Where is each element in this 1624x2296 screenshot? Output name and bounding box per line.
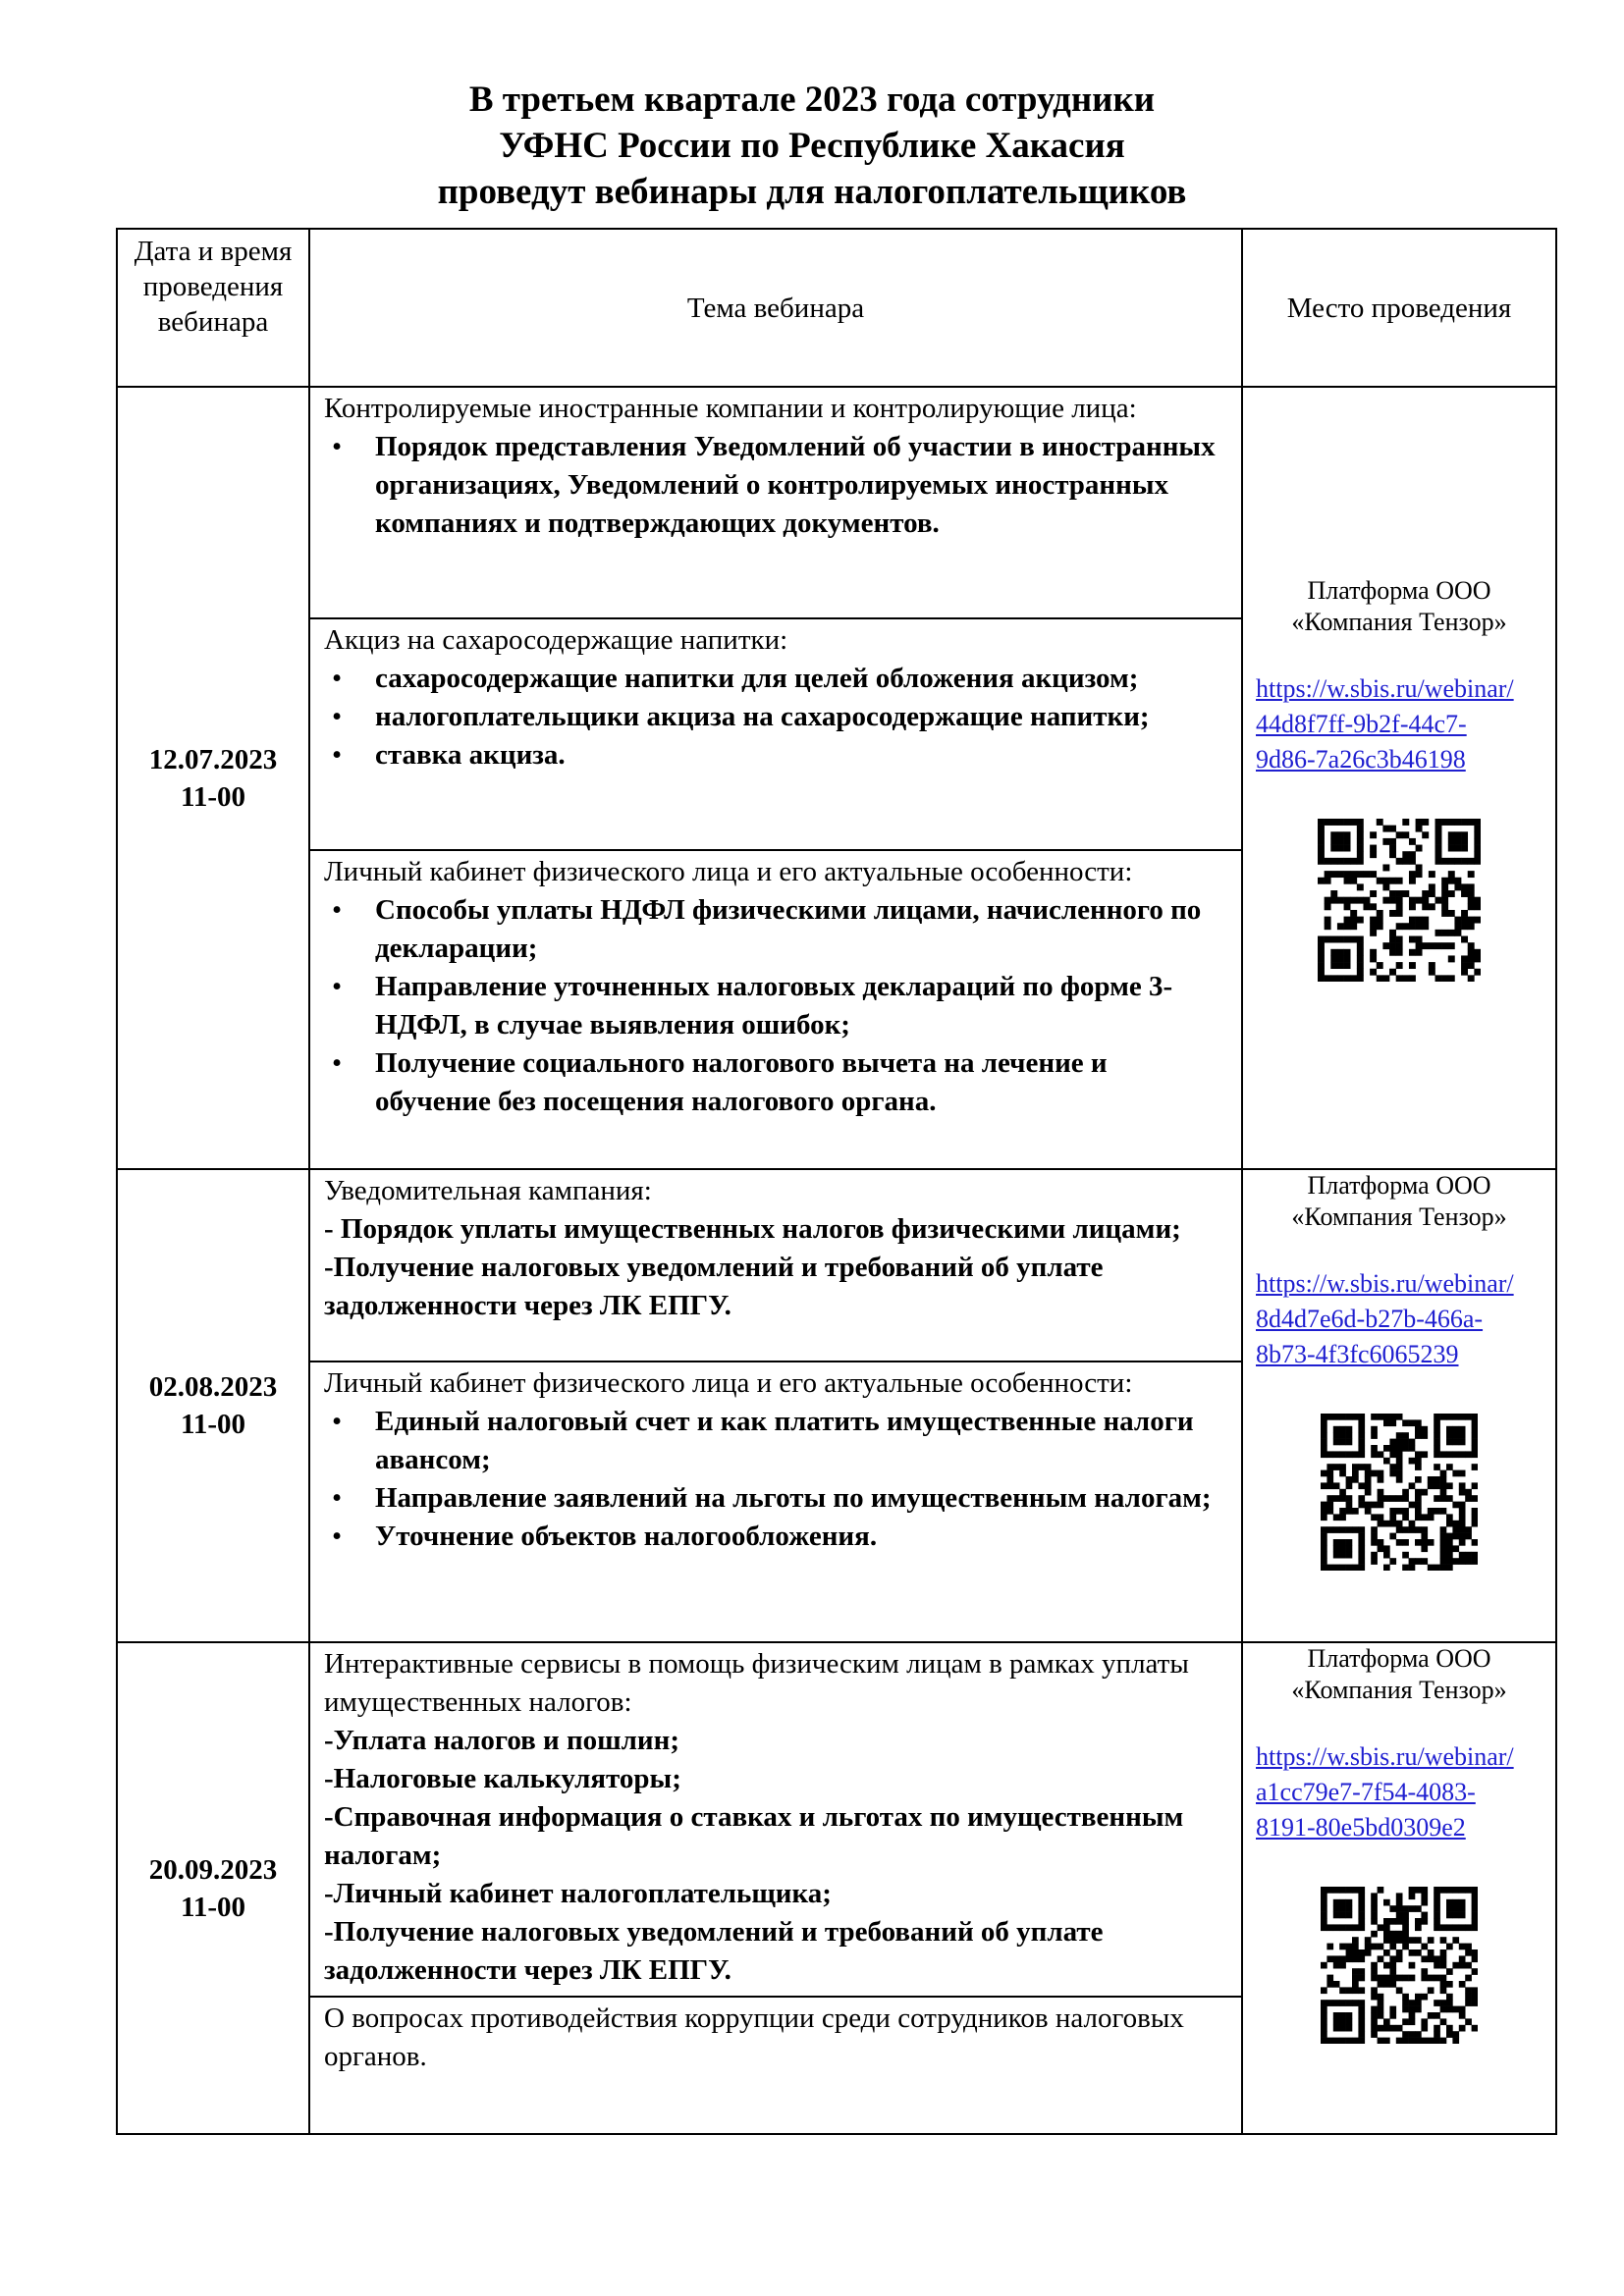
list-item: • Уточнение объектов налогообложения.: [324, 1518, 1227, 1556]
qr-code: [1318, 819, 1481, 982]
webinar-date: 12.07.2023: [148, 743, 278, 775]
webinar-time: 11-00: [180, 1891, 246, 1923]
table-row: [117, 1642, 1556, 1997]
topic-dash-item: -Справочная информация о ставках и льготах по имущественным налогам;: [324, 1801, 1184, 1871]
topic-block: [309, 1997, 1242, 2134]
topic-dash-item: - Порядок уплаты имущественных налогов физическими лицами;: [324, 1213, 1181, 1245]
webinar-link-line-1: https://w.sbis.ru/webinar/: [1256, 1742, 1514, 1771]
webinar-link-line-3: 8191-80e5bd0309e2: [1256, 1813, 1466, 1842]
topic-block: [309, 1642, 1242, 1997]
platform-name: Платформа ООО «Компания Тензор»: [1291, 1171, 1507, 1231]
topic-dash-item: -Получение налоговых уведомлений и требований об уплате задолженности через ЛК ЕПГУ.: [324, 1252, 1104, 1321]
row-date-cell: [117, 387, 309, 1169]
topic-heading: Личный кабинет физического лица и его актуальные особенности:: [324, 856, 1133, 887]
topic-dash-item: -Налоговые калькуляторы;: [324, 1763, 681, 1794]
qr-code: [1321, 1414, 1478, 1571]
topic-bullet-list: [324, 428, 1227, 543]
topic-heading: Уведомительная кампания:: [324, 1175, 652, 1206]
webinar-schedule-table: [116, 228, 1557, 2135]
topic-block: [309, 1362, 1242, 1642]
list-item: • ставка акциза.: [324, 736, 1227, 774]
title-line-1: В третьем квартале 2023 года сотрудники: [468, 80, 1156, 120]
list-item: • Получение социального налогового вычета на лечение и обучение без посещения налогового органа.: [324, 1044, 1227, 1121]
webinar-date: 02.08.2023: [148, 1371, 278, 1403]
list-item: • налогоплательщики акциза на сахаросодержащие напитки;: [324, 698, 1227, 736]
topic-bullet-list: [324, 660, 1227, 774]
webinar-link-line-1: https://w.sbis.ru/webinar/: [1256, 1269, 1514, 1298]
platform-name: Платформа ООО «Компания Тензор»: [1291, 575, 1507, 636]
header-topic: Тема вебинара: [309, 229, 1242, 387]
table-row: [117, 387, 1556, 618]
topic-block: [309, 850, 1242, 1169]
row-place-cell: [1242, 387, 1556, 1169]
topic-bullet-list: [324, 891, 1227, 1121]
webinar-link[interactable]: [1251, 671, 1547, 777]
topic-dash-item: -Уплата налогов и пошлин;: [324, 1725, 680, 1756]
list-item: • Направление заявлений на льготы по имущественным налогам;: [324, 1479, 1227, 1518]
row-date-cell: [117, 1169, 309, 1642]
webinar-date: 20.09.2023: [148, 1853, 278, 1886]
title-line-2: УФНС России по Республике Хакасия: [499, 126, 1125, 166]
header-date: Дата и время проведения вебинара: [117, 229, 309, 387]
webinar-link-line-2: 8d4d7e6d-b27b-466a-: [1256, 1305, 1484, 1333]
topic-block: [309, 1169, 1242, 1362]
topic-block: [309, 618, 1242, 850]
webinar-link[interactable]: [1251, 1739, 1547, 1845]
list-item: • Направление уточненных налоговых деклараций по форме 3-НДФЛ, в случае выявления ошибок;: [324, 968, 1227, 1044]
platform-name: Платформа ООО «Компания Тензор»: [1291, 1644, 1507, 1704]
topic-heading: Контролируемые иностранные компании и контролирующие лица:: [324, 393, 1137, 424]
topic-dash-item: -Личный кабинет налогоплательщика;: [324, 1878, 832, 1909]
list-item: • сахаросодержащие напитки для целей обложения акцизом;: [324, 660, 1227, 698]
topic-heading: Акциз на сахаросодержащие напитки:: [324, 624, 788, 656]
row-place-cell: [1242, 1642, 1556, 2134]
title-line-3: проведут вебинары для налогоплательщиков: [437, 172, 1187, 212]
webinar-time: 11-00: [180, 780, 246, 813]
webinar-link-line-2: 44d8f7ff-9b2f-44c7-: [1256, 709, 1467, 738]
webinar-time: 11-00: [180, 1409, 246, 1440]
topic-heading: О вопросах противодействия коррупции среди сотрудников налоговых органов.: [324, 2002, 1184, 2072]
table-header-row: [117, 229, 1556, 387]
table-row: [117, 1169, 1556, 1362]
topic-heading: Личный кабинет физического лица и его актуальные особенности:: [324, 1367, 1133, 1399]
webinar-link-line-2: a1cc79e7-7f54-4083-: [1256, 1778, 1476, 1806]
qr-code: [1321, 1887, 1478, 2044]
page-title: [0, 77, 1624, 215]
list-item: • Способы уплаты НДФЛ физическими лицами, начисленного по декларации;: [324, 891, 1227, 968]
list-item: • Единый налоговый счет и как платить имущественные налоги авансом;: [324, 1403, 1227, 1479]
webinar-link-line-1: https://w.sbis.ru/webinar/: [1256, 673, 1514, 703]
list-item: • Порядок представления Уведомлений об участии в иностранных организациях, Уведомлений о контролируемых иностранных компаниях и подтверждающих документов.: [324, 428, 1227, 543]
webinar-link-line-3: 9d86-7a26c3b46198: [1256, 744, 1466, 774]
header-place: Место проведения: [1242, 229, 1556, 387]
row-date-cell: [117, 1642, 309, 2134]
topic-bullet-list: [324, 1403, 1227, 1556]
topic-block: [309, 387, 1242, 618]
row-place-cell: [1242, 1169, 1556, 1642]
topic-heading: Интерактивные сервисы в помощь физическим лицам в рамках уплаты имущественных налогов:: [324, 1648, 1189, 1718]
webinar-link-line-3: 8b73-4f3fc6065239: [1256, 1340, 1459, 1368]
webinar-link[interactable]: [1251, 1266, 1547, 1372]
topic-dash-item: -Получение налоговых уведомлений и требований об уплате задолженности через ЛК ЕПГУ.: [324, 1916, 1104, 1986]
